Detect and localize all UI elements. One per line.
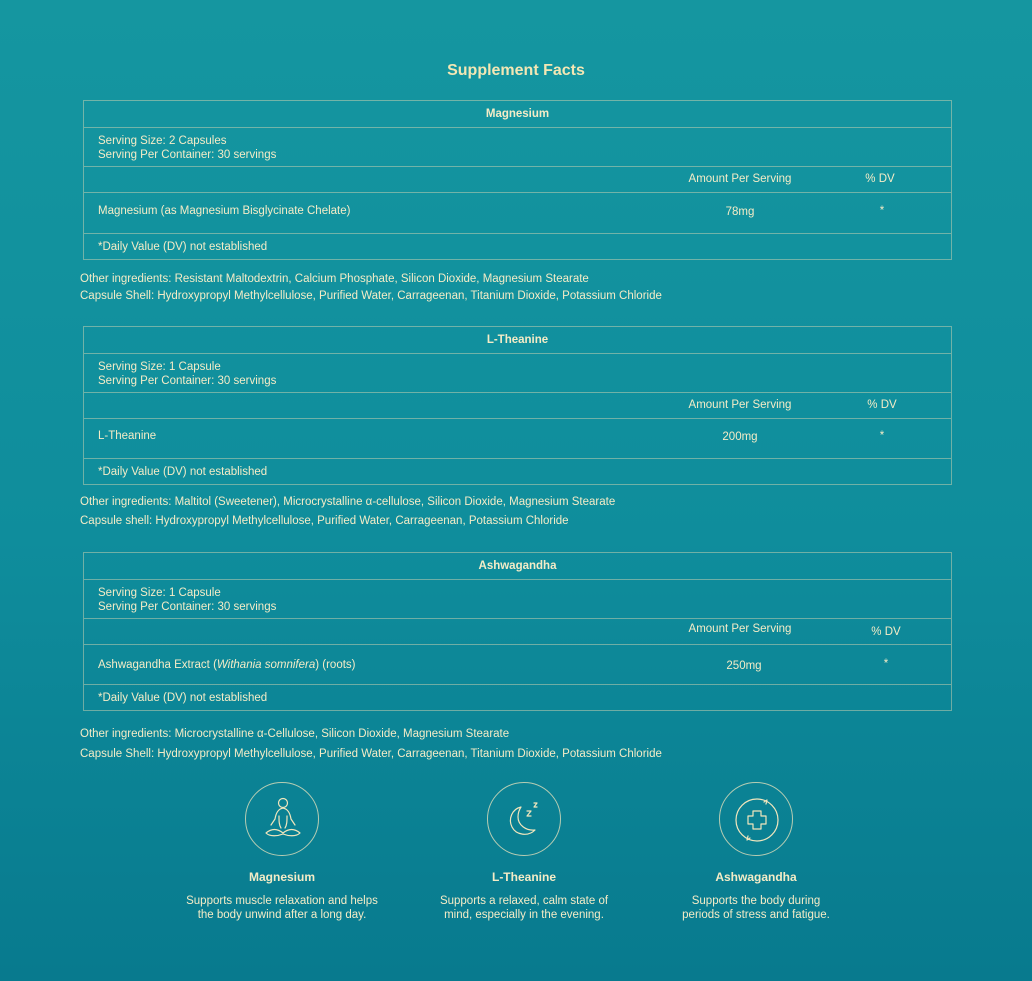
facts-table-header: Ashwagandha (478, 560, 557, 572)
ingredient-amount: 250mg (726, 660, 762, 672)
benefit-name: Magnesium (248, 870, 315, 884)
moon-sleep-icon (487, 782, 561, 856)
ingredient-row (84, 192, 951, 233)
ingredient-amount: 200mg (722, 431, 758, 443)
column-amount: Amount Per Serving (688, 399, 792, 411)
other-ingredients: Other ingredients: Microcrystalline α-Cellulose, Silicon Dioxide, Magnesium Stearate (80, 728, 510, 740)
column-dv: % DV (865, 173, 895, 185)
benefit-ashwagandha (636, 782, 876, 922)
servings-per-container: Serving Per Container: 30 servings (98, 149, 277, 161)
column-amount: Amount Per Serving (688, 173, 792, 185)
serving-size: Serving Size: 1 Capsule (98, 361, 221, 373)
serving-info (84, 579, 951, 618)
benefit-name: Ashwagandha (715, 870, 797, 884)
meditation-icon (245, 782, 319, 856)
benefit-description: Supports muscle relaxation and helps the body unwind after a long day. (186, 895, 378, 921)
column-headers (84, 166, 951, 192)
ingredient-amount: 78mg (725, 206, 755, 218)
capsule-shell: Capsule Shell: Hydroxypropyl Methylcellulose, Purified Water, Carrageenan, Titanium Dioxide, Potassium Chloride (80, 748, 662, 760)
other-ingredients-ashwagandha (80, 724, 662, 764)
ingredient-name: Magnesium (as Magnesium Bisglycinate Chelate) (98, 205, 351, 217)
benefit-description: Supports a relaxed, calm state of mind, especially in the evening. (439, 895, 609, 921)
benefit-name: L-Theanine (491, 870, 556, 884)
ingredient-row (84, 644, 951, 684)
column-headers (84, 618, 951, 644)
page-title: Supplement Facts (447, 62, 585, 79)
facts-table-header: L-Theanine (486, 334, 549, 346)
other-ingredients-magnesium (80, 271, 662, 305)
serving-info (84, 127, 951, 166)
health-cross-icon (719, 782, 793, 856)
benefit-description: Supports the body during periods of stress and fatigue. (682, 895, 830, 921)
benefit-magnesium (162, 782, 402, 922)
ingredient-latin-name: Withania somnifera (216, 659, 316, 671)
dv-note: *Daily Value (DV) not established (84, 233, 951, 259)
ingredient-dv: * (879, 430, 885, 442)
capsule-shell: Capsule Shell: Hydroxypropyl Methylcellulose, Purified Water, Carrageenan, Titanium Dioxide, Potassium Chloride (80, 290, 662, 302)
column-headers (84, 392, 951, 418)
serving-size: Serving Size: 2 Capsules (98, 135, 227, 147)
ingredient-dv: * (883, 658, 889, 670)
other-ingredients-l-theanine (80, 493, 615, 531)
servings-per-container: Serving Per Container: 30 servings (98, 375, 277, 387)
ingredient-dv: * (879, 205, 885, 217)
ingredient-name: Ashwagandha Extract (Withania somnifera) (roots) (98, 659, 356, 671)
capsule-shell: Capsule shell: Hydroxypropyl Methylcellulose, Purified Water, Carrageenan, Potassium Chloride (80, 515, 569, 527)
dv-note: *Daily Value (DV) not established (84, 684, 951, 710)
ingredient-row (84, 418, 951, 458)
serving-size: Serving Size: 1 Capsule (98, 587, 221, 599)
facts-table-ashwagandha (83, 552, 952, 711)
other-ingredients: Other ingredients: Resistant Maltodextrin, Calcium Phosphate, Silicon Dioxide, Magnesium Stearate (80, 273, 589, 285)
facts-table-header: Magnesium (485, 108, 550, 120)
serving-info (84, 353, 951, 392)
column-dv: % DV (867, 399, 897, 411)
dv-note: *Daily Value (DV) not established (84, 458, 951, 484)
ingredient-name: L-Theanine (98, 430, 157, 442)
benefit-l-theanine (404, 782, 644, 922)
facts-table-l-theanine (83, 326, 952, 485)
column-dv: % DV (871, 626, 901, 638)
other-ingredients: Other ingredients: Maltitol (Sweetener), Microcrystalline α-cellulose, Silicon Dioxide, Magnesium Stearate (80, 496, 616, 508)
column-amount: Amount Per Serving (688, 623, 792, 635)
facts-table-magnesium (83, 100, 952, 260)
servings-per-container: Serving Per Container: 30 servings (98, 601, 277, 613)
